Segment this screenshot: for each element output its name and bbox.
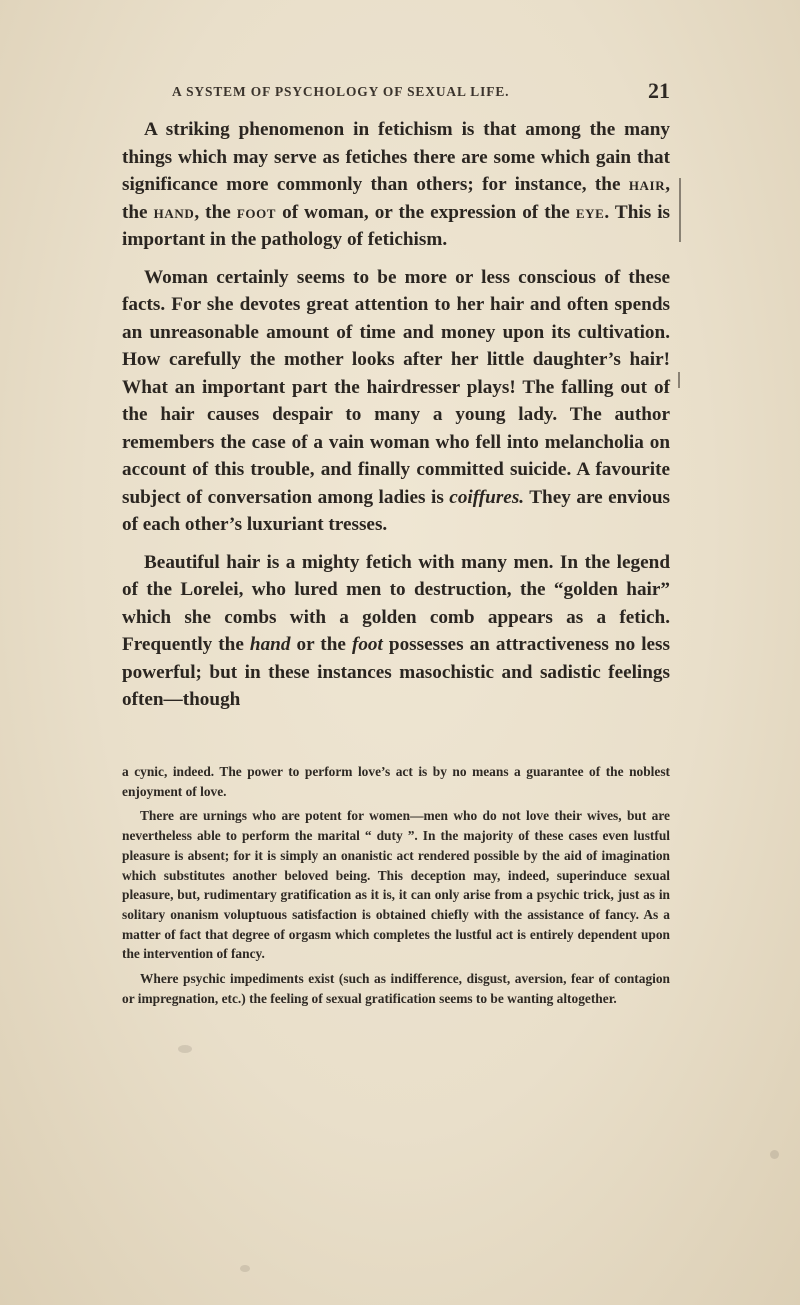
- small-caps-foot: foot: [236, 201, 277, 223]
- small-caps-hair: hair: [628, 174, 666, 195]
- smudge: [178, 1045, 192, 1053]
- small-caps-eye: eye: [575, 201, 605, 223]
- small-caps-hand: hand: [153, 201, 195, 223]
- margin-mark: [678, 372, 680, 388]
- page-number: 21: [648, 78, 670, 103]
- footnotes: [122, 762, 670, 1013]
- smudge: [770, 1150, 779, 1159]
- text-run: They are envious of each other’s luxuriant tresses.: [122, 486, 670, 535]
- text-run: A striking phenomenon in fetichism is that among the many things which may serve as fetiches there are some which gain that significance more commonly than others; for instance, the: [122, 119, 670, 195]
- main-text: [122, 116, 670, 724]
- italic-hand: hand: [249, 634, 291, 655]
- footnote-paragraph: Where psychic impediments exist (such as indifference, disgust, aversion, fear of contagion or impregnation, etc.) the feeling of sexual gratification seems to be wanting altogether.: [122, 971, 670, 1006]
- text-run: , the: [194, 201, 237, 223]
- italic-coiffures: coiffures.: [449, 486, 525, 508]
- page-header: [172, 78, 670, 108]
- running-head: A SYSTEM OF PSYCHOLOGY OF SEXUAL LIFE.: [172, 84, 510, 99]
- italic-foot: foot: [351, 634, 383, 655]
- paragraph-3: [122, 549, 670, 714]
- text-run: Beautiful hair is a mighty fetich with many men. In the legend of the Lorelei, who lured men to destruction, the “golden hair” which she combs with a golden comb appears as a fetich. Frequently the: [122, 551, 670, 655]
- text-run: . This is important in the pathology of fetichism.: [122, 201, 671, 250]
- paragraph-2: [122, 264, 670, 539]
- smudge: [240, 1265, 250, 1272]
- text-run: possesses an attractiveness no less powerful; but in these instances masochistic and sadistic feelings often—though: [122, 634, 670, 710]
- text-run: or the: [290, 634, 352, 655]
- margin-mark: [679, 178, 681, 242]
- text-run: Woman certainly seems to be more or less conscious of these facts. For she devotes great attention to her hair and often spends an unreasonable amount of time and money upon its cultivation. How carefully the mother looks after her little daughter’s hair! What an important part the hairdresser plays! The falling out of the hair causes despair to many a young lady. The author remembers the case of a vain woman who fell into melancholia on account of this trouble, and finally committed suicide. A favourite subject of conversation among ladies is: [122, 266, 670, 508]
- text-run: , the: [122, 174, 670, 223]
- text-run: of woman, or the expression of the: [276, 201, 576, 223]
- footnote-paragraph: There are urnings who are potent for women—men who do not love their wives, but are nevertheless able to perform the marital “ duty ”. In the majority of these cases even lustful pleasure is absent; for it is simply an onanistic act rendered possible by the aid of imagination which substitutes another beloved being. This deception may, indeed, superinduce sexual pleasure, but, rudimentary gratification as it is, it can only arise from a psychic trick, just as in solitary onanism voluptuous satisfaction is obtained chiefly with the assistance of fancy. As a matter of fact that degree of orgasm which completes the lustful act is entirely dependent upon the intervention of fancy.: [122, 808, 670, 962]
- paragraph-1: [122, 116, 670, 254]
- footnote-continuation: a cynic, indeed. The power to perform love’s act is by no means a guarantee of the noblest enjoyment of love.: [122, 764, 670, 799]
